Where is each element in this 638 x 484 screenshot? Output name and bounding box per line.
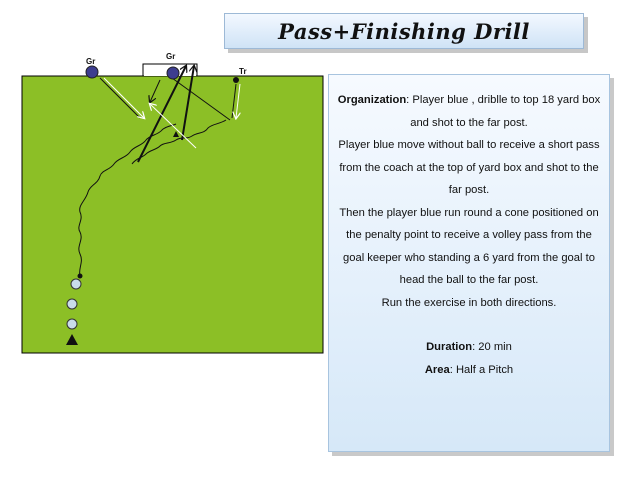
duration-value: : 20 min <box>472 341 512 353</box>
organization-line1: : Player blue , driblle to top 18 yard box and shot to the far post. <box>406 94 601 129</box>
trainer <box>233 77 239 83</box>
label-gr-goal: Gr <box>166 52 176 61</box>
duration-label: Duration <box>426 341 473 353</box>
drill-title: Pass+Finishing Drill <box>278 18 530 44</box>
label-gr-left: Gr <box>86 57 96 66</box>
ball-start <box>78 274 83 279</box>
player-queue-3 <box>67 319 77 329</box>
duration-line <box>335 336 603 359</box>
organization-line2: Player blue move without ball to receive a short pass from the coach at the top of yard box and shot to the far post. <box>338 139 600 196</box>
player-queue-2 <box>67 299 77 309</box>
area-value: : Half a Pitch <box>449 363 514 376</box>
label-trainer: Tr <box>239 67 247 76</box>
goalkeeper-left <box>86 66 98 78</box>
pitch-area <box>22 76 323 353</box>
area-line <box>335 359 603 382</box>
organization-label: Organization <box>337 94 407 106</box>
goalkeeper-goal <box>167 67 179 79</box>
spacer <box>335 314 603 336</box>
info-panel <box>328 74 610 452</box>
player-queue-1 <box>71 279 81 289</box>
area-label: Area <box>424 363 450 376</box>
organization-paragraph <box>335 89 603 134</box>
organization-line4: Run the exercise in both directions. <box>381 296 557 309</box>
organization-line3: Then the player blue run round a cone positioned on the penalty point to receive a volley pass from the goal keeper who standing a 6 yard from the goal to head the ball to the far post. <box>339 206 599 286</box>
